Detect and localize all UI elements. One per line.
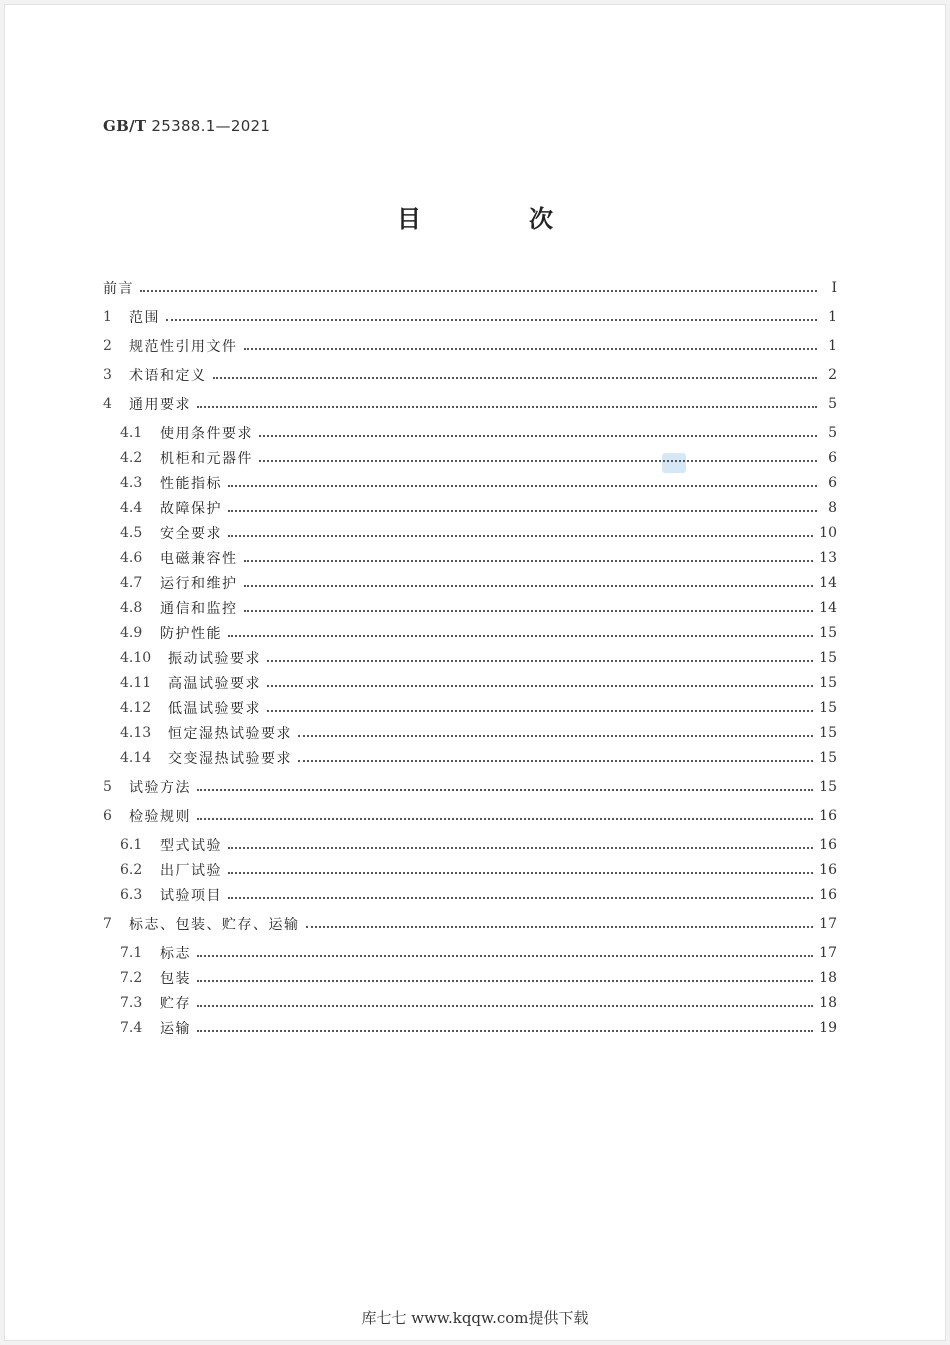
toc-entry-title: 通用要求 [129,397,191,413]
toc-dot-leader [259,433,817,437]
toc-entry-page: 18 [819,970,837,986]
toc-entry-number: 5 [103,779,112,795]
toc-entry-number: 6 [103,808,112,824]
toc-entry-number: 4.12 [120,700,152,716]
toc-entry-title: 使用条件要求 [160,426,253,442]
toc-entry-page: 6 [828,475,837,491]
toc-entry-title: 安全要求 [160,526,222,542]
toc-entry-title: 包装 [160,971,191,987]
toc-entry-number: 1 [103,309,112,325]
toc-dot-leader [197,1003,813,1007]
toc-entry-number: 7 [103,916,112,932]
toc-entry[interactable] [120,697,837,719]
toc-entry-number: 7.2 [120,970,143,986]
toc-dot-leader [244,558,814,562]
toc-entry-page: 6 [828,450,837,466]
toc-entry-number: 4.8 [120,600,143,616]
toc-entry-page: 18 [819,995,837,1011]
toc-dot-leader [244,608,814,612]
toc-entry-title: 交变湿热试验要求 [168,751,292,767]
page-title: 目 次 [397,204,595,233]
toc-entry-title: 高温试验要求 [168,676,261,692]
toc-entry-page: 1 [828,309,837,325]
standard-code: 25388.1—2021 [151,117,271,135]
toc-entry[interactable] [120,422,837,444]
toc-entry-page: 10 [819,525,837,541]
toc-entry-title: 电磁兼容性 [160,551,238,567]
toc-entry-page: 17 [819,945,837,961]
toc-dot-leader [197,404,817,408]
toc-entry[interactable] [103,805,837,827]
standard-number [103,117,270,135]
toc-entry[interactable] [120,572,837,594]
toc-entry-page: 5 [828,396,837,412]
toc-entry-number: 4.7 [120,575,143,591]
toc-dot-leader [228,845,813,849]
toc-entry-title: 试验项目 [160,888,222,904]
toc-entry-page: 15 [819,750,837,766]
toc-entry-title: 规范性引用文件 [129,339,238,355]
toc-entry-title: 出厂试验 [160,863,222,879]
toc-entry-page: 15 [819,675,837,691]
toc-entry-title: 型式试验 [160,838,222,854]
toc-entry-number: 6.2 [120,862,143,878]
toc-dot-leader [197,953,813,957]
toc-entry[interactable] [103,364,837,386]
toc-entry-page: 14 [819,600,837,616]
toc-dot-leader [228,533,813,537]
toc-entry[interactable] [120,942,837,964]
toc-entry-number: 3 [103,367,112,383]
toc-entry-number: 6.3 [120,887,143,903]
toc-entry-page: 16 [819,862,837,878]
toc-entry-page: 19 [819,1020,837,1036]
toc-entry-title: 故障保护 [160,501,222,517]
toc-dot-leader [244,346,818,350]
toc-entry-page: 16 [819,808,837,824]
toc-entry[interactable] [120,472,837,494]
toc-entry[interactable] [120,447,837,469]
toc-dot-leader [228,483,817,487]
toc-entry-title: 术语和定义 [129,368,207,384]
toc-entry-number: 4.4 [120,500,143,516]
toc-entry-number: 7.4 [120,1020,143,1036]
toc-entry[interactable] [120,834,837,856]
toc-dot-leader [228,508,817,512]
toc-entry-title: 运行和维护 [160,576,238,592]
toc-entry-page: 5 [828,425,837,441]
toc-entry[interactable] [103,277,837,299]
toc-entry[interactable] [120,522,837,544]
toc-dot-leader [197,978,813,982]
toc-dot-leader [306,924,814,928]
toc-entry-page: 8 [828,500,837,516]
toc-entry-page: 16 [819,837,837,853]
toc-entry-title: 标志、包装、贮存、运输 [129,917,300,933]
toc-dot-leader [267,683,813,687]
toc-entry[interactable] [120,497,837,519]
toc-entry-number: 4.1 [120,425,143,441]
toc-entry-title: 恒定湿热试验要求 [168,726,292,742]
toc-entry[interactable] [103,335,837,357]
toc-entry-page: 15 [819,625,837,641]
toc-entry[interactable] [103,913,837,935]
footer-text: 库七七 www.kqqw.com提供下载 [361,1309,589,1327]
toc-entry[interactable] [120,1017,837,1039]
toc-entry[interactable] [120,622,837,644]
toc-dot-leader [228,870,813,874]
toc-entry-title: 检验规则 [129,809,191,825]
toc-dot-leader [267,708,813,712]
toc-entry-page: 15 [819,779,837,795]
toc-dot-leader [298,733,813,737]
toc-entry-number: 4.9 [120,625,143,641]
toc-entry-page: 14 [819,575,837,591]
toc-entry-page: 16 [819,887,837,903]
toc-entry[interactable] [120,859,837,881]
toc-entry[interactable] [120,547,837,569]
toc-entry-page: 13 [819,550,837,566]
toc-entry[interactable] [120,672,837,694]
toc-entry-title: 机柜和元器件 [160,451,253,467]
toc-entry[interactable] [120,747,837,769]
toc-dot-leader [244,583,814,587]
toc-dot-leader [213,375,818,379]
toc-entry-number: 4.11 [120,675,152,691]
toc-entry[interactable] [103,776,837,798]
toc-entry[interactable] [120,647,837,669]
toc-entry-title: 贮存 [160,996,191,1012]
toc-entry[interactable] [103,306,837,328]
toc-entry-number: 7.3 [120,995,143,1011]
toc-entry-number: 4.10 [120,650,152,666]
toc-entry-number: 7.1 [120,945,143,961]
toc-entry-page: 15 [819,700,837,716]
toc-entry-number: 4.3 [120,475,143,491]
toc-entry-page: 15 [819,650,837,666]
toc-entry[interactable] [120,967,837,989]
toc-entry-title: 运输 [160,1021,191,1037]
toc-entry-title: 性能指标 [160,476,222,492]
toc-entry-title: 范围 [129,310,160,326]
toc-entry[interactable] [120,597,837,619]
toc-dot-leader [267,658,813,662]
toc-entry-title: 振动试验要求 [168,651,261,667]
toc-entry-number: 2 [103,338,112,354]
toc-dot-leader [298,758,813,762]
toc-entry-title: 前言 [103,281,134,297]
toc-entry-title: 低温试验要求 [168,701,261,717]
toc-entry-number: 4.6 [120,550,143,566]
toc-entry-title: 通信和监控 [160,601,238,617]
toc-entry-number: 4.2 [120,450,143,466]
toc-entry[interactable] [120,992,837,1014]
standard-prefix: GB/T [103,117,147,135]
toc-entry-number: 4 [103,396,112,412]
toc-entry-page: 2 [828,367,837,383]
toc-entry-page: 15 [819,725,837,741]
toc-entry-title: 标志 [160,946,191,962]
toc-entry-number: 6.1 [120,837,143,853]
toc-dot-leader [228,895,813,899]
toc-entry-number: 4.5 [120,525,143,541]
toc-entry[interactable] [120,884,837,906]
toc-entry-number: 4.13 [120,725,152,741]
toc-entry-page: 1 [828,338,837,354]
toc-entry-page: 17 [819,916,837,932]
toc-entry-number: 4.14 [120,750,152,766]
toc-dot-leader [166,317,817,321]
toc-dot-leader [259,458,817,462]
toc-dot-leader [197,816,813,820]
toc-entry-title: 防护性能 [160,626,222,642]
toc-entry-title: 试验方法 [129,780,191,796]
toc-entry[interactable] [103,393,837,415]
toc-dot-leader [197,1028,813,1032]
toc-dot-leader [140,288,817,292]
toc-entry[interactable] [120,722,837,744]
toc-dot-leader [197,787,813,791]
toc-dot-leader [228,633,813,637]
toc-entry-page: I [831,280,837,296]
